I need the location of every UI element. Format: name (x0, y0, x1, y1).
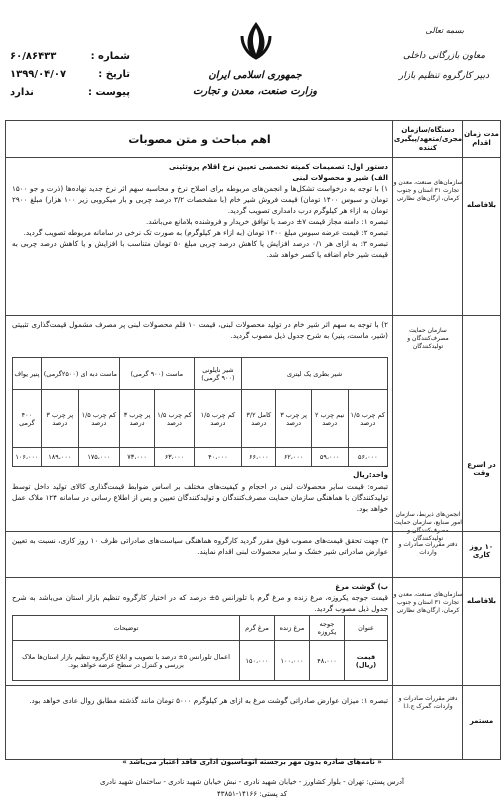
letter-header (0, 8, 504, 120)
letter-attachment: ندارد (10, 87, 34, 98)
sender-title (394, 46, 494, 86)
group-cell: شیر نایلونی (۹۰۰ گرمی) (194, 358, 241, 390)
item-cell: پر چرب ۳ درصد (119, 390, 154, 448)
s3-para: ۳) جهت تحقق قیمت‌های مصوب فوق مقرر گردید کارگروه هماهنگی سیاست‌های صادراتی ظرف ۱۰ روز کاری، نسبت به تعیین عوارض صادراتی شیر خشک و سایر محصولات لبنی اقدام نمایند. (12, 536, 388, 556)
table-header (6, 121, 500, 158)
s3-org: دفتر مقررات صادرات و واردات (398, 541, 458, 556)
item-cell: کم چرب ۱/۵ درصد (78, 390, 119, 448)
header-cell: مرغ گرم (240, 616, 275, 641)
date-label: تاریخ : (98, 69, 130, 80)
letter-meta (10, 48, 130, 102)
header-main: اهم مباحث و متن مصوبات (128, 132, 271, 146)
s2-note: تبصره: قیمت سایر محصولات لبنی در احجام و کیفیت‌های مختلف بر اساس ضوابط قیمت‌گذاری کالای تولید داخل توسط تولیدکنندگان با هماهنگی سازمان حمایت مصرف‌کنندگان و تولیدکنندگان تعیین و پس از اطلاع رسانی در سامانه ۱۲۴ ملاک عمل خواهد بود. (12, 482, 388, 513)
s1-note-1: تبصره ۱: دامنه مجاز قیمت ۷± درصد با توافق خریدار و فروشنده بلامانع می‌باشد. (146, 217, 388, 226)
price-cell: ۴۸،۰۰۰ (310, 641, 345, 681)
ministry-title (180, 68, 330, 100)
price-cell: ۵۶،۰۰۰ (348, 448, 387, 467)
s1-org: سازمان‌های صنعت، معدن و تجارت ۳۱ استان و جنوب کرمان، ارگان‌های نظارتی (393, 179, 463, 202)
table-row (13, 448, 388, 467)
price-cell: ۵۹،۰۰۰ (311, 448, 348, 467)
price-cell: ۷۳،۰۰۰ (119, 448, 154, 467)
header-cell: جوجه یکروزه (310, 616, 345, 641)
s4-body (12, 581, 388, 614)
s2-time: در اسرع وقت (467, 461, 496, 477)
s1-note-2: تبصره ۲: قیمت عرضه سبوس مبلغ ۱۴۰۰ تومان (به ازاء هر کیلوگرم) به صورت تک نرخی در سامانه مربوطه تصویب گردید. (23, 228, 388, 237)
col-divider-time (462, 121, 500, 759)
s3-time: ۱۰ روز کاری (469, 543, 494, 559)
price-cell: ۱۷۵،۰۰۰ (78, 448, 119, 467)
letter-number: ۶۰/۸۶۴۳۳ (10, 51, 57, 62)
s1-para: ۱) با توجه به درخواست تشکل‌ها و انجمن‌های مربوطه برای اصلاح نرخ و محاسبه سهم اثر نرخ جدید نهاده‌ها (ذرت و جو ۱۵۰۰ تومان و سبوس ۱۴۰۰ تومان) قیمت فروش شیر خام (با مشخصات ۳/۲ درصد چربی و بار میکروبی زیر ۱۰۰ هزار) مبلغ ۲۹۰۰ تومان به ازاء هر کیلوگرم درب دامداری تصویب گردید. (12, 184, 388, 215)
group-cell: ماست (۹۰۰ گرمی) (119, 358, 194, 390)
item-cell: ۴۰۰ گرمی (13, 390, 42, 448)
s4-org: سازمان‌های صنعت، معدن و تجارت ۳۱ استان و جنوب کرمان، ارگان‌های نظارتی (393, 591, 463, 614)
table-row (13, 616, 388, 641)
item-cell: پر چرب ۳ درصد (276, 390, 311, 448)
section-divider (6, 315, 500, 316)
chicken-price-table (12, 615, 388, 681)
item-cell: پر چرب ۳ درصد (41, 390, 78, 448)
sender-line-2: دبیر کارگروه تنظیم بازار (398, 71, 490, 81)
table-row (13, 390, 388, 448)
s4-title: ب) گوشت مرغ (335, 582, 388, 591)
unit-label: واحد:ریال (353, 470, 388, 479)
section-divider (6, 577, 500, 578)
validity-note: « نامه‌های صادره بدون مهر برجسته اتوماسیون اداری فاقد اعتبار می‌باشد » (122, 758, 382, 766)
price-cell: ۱۵۰،۰۰۰ (240, 641, 275, 681)
header-cell: توضیحات (13, 616, 240, 641)
group-cell: پنیر یواف (13, 358, 42, 390)
s2-para: ۲) با توجه به سهم اثر شیر خام در تولید محصولات لبنی، قیمت ۱۰ قلم محصولات لبنی پر مصرف مشمول قیمت‌گذاری تثبیتی (شیر، ماست، پنیر) به شرح جدول ذیل مصوب گردید. (12, 320, 388, 340)
desc-cell: اعمال تلورانس ۵± درصد با تصویب و ابلاغ کارگروه تنظیم بازار استان‌ها ملاک بررسی و کنترل در سطح عرضه خواهد بود. (13, 641, 240, 681)
number-label: شماره : (90, 51, 130, 62)
ministry-line-1: جمهوری اسلامی ایران (208, 70, 302, 81)
price-cell: ۴۰،۰۰۰ (194, 448, 241, 467)
iran-emblem-icon (236, 18, 276, 62)
section-divider (6, 531, 500, 532)
s1-body (12, 161, 388, 260)
postal-code: کد پستی: ۱۴۱۶۶-۴۳۸۵۱ (216, 790, 288, 798)
price-cell: ۱۰۰،۰۰۰ (275, 641, 310, 681)
item-cell: کم چرب ۱/۵ درصد (155, 390, 194, 448)
resolutions-table (5, 120, 501, 760)
bismillah: بسمه تعالی (425, 26, 464, 35)
s2-org-2: انجمن‌های ذیربط، سازمان امور صنایع، سازمان حمایت مصرف‌کنندگان و تولیدکنندگان (394, 511, 462, 542)
letter-date: ۱۳۹۹/۰۴/۰۷ (10, 69, 67, 80)
price-cell: ۱۰۶،۰۰۰ (13, 448, 42, 467)
s1-note-3: تبصره ۳: به ازای هر ۰/۱ درصد افزایش یا کاهش درصد چربی مبلغ ۵۰ تومان متناسب با افزایش و یا کاهش درصد چربی به قیمت شیر خام اضافه یا کسر خواهد شد. (12, 239, 388, 259)
group-cell: شیر بطری یک لیتری (242, 358, 388, 390)
ministry-line-2: وزارت صنعت، معدن و تجارت (192, 86, 318, 97)
s5-time: مستمر (469, 717, 494, 725)
header-org: دستگاه/سازمان مجری/متعهد/پیگیری کننده (393, 125, 463, 152)
s5-para: تبصره ۱: میزان عوارض صادراتی گوشت مرغ به ازای هر کیلوگرم ۵۰۰۰ تومان مانند گذشته مطابق روال عادی خواهد بود. (29, 696, 388, 705)
s4-para: قیمت جوجه یکروزه، مرغ زنده و مرغ گرم با تلورانس ۵± درصد که در اختیار کارگروه تنظیم بازار استان می‌باشد به شرح جدول ذیل مصوب گردید. (12, 593, 388, 613)
s1-time: بلافاصله (466, 201, 497, 209)
header-cell: مرغ زنده (275, 616, 310, 641)
attach-label: پیوست : (87, 87, 130, 98)
postal-address: آدرس پستی: تهران - بلوار کشاورز - خیابان شهید نادری - نبش خیابان شهید نادری - ساختمان شهید نادری (100, 778, 404, 786)
address-block (5, 776, 499, 800)
item-cell: کم چرب ۱/۵ درصد (348, 390, 387, 448)
s4-time: بلافاصله (466, 597, 497, 605)
table-row (13, 641, 388, 681)
header-cell: عنوان (345, 616, 388, 641)
price-cell: ۱۸۹،۰۰۰ (41, 448, 78, 467)
price-cell: ۶۶،۰۰۰ (242, 448, 276, 467)
s5-org: دفتر مقررات صادرات و واردات، گمرک ج.ا.ا (398, 695, 458, 710)
price-cell: ۶۳،۰۰۰ (155, 448, 194, 467)
row-label-cell: قیمت (ریال) (345, 641, 388, 681)
col-divider-org (392, 121, 463, 759)
dairy-price-table (12, 357, 388, 467)
item-cell: کم چرب ۱/۵ درصد (194, 390, 241, 448)
group-cell: ماست دبه ای (۲۵۰۰گرمی) (41, 358, 119, 390)
item-cell: کامل ۳/۲ درصد (242, 390, 276, 448)
s2-org: سازمان حمایت مصرف‌کنندگان و تولیدکنندگان (407, 327, 449, 350)
s1-subtitle: الف) شیر و محصولات لبنی (292, 173, 388, 182)
sender-line-1: معاون بازرگانی داخلی (402, 51, 486, 61)
table-row (13, 358, 388, 390)
price-cell: ۶۲،۰۰۰ (276, 448, 311, 467)
section-divider (6, 685, 500, 686)
item-cell: نیم چرب ۲ درصد (311, 390, 348, 448)
s1-title: دستور اول: تصمیمات کمیته تخصصی تعیین نرخ اقلام پروتئینی (169, 162, 388, 171)
header-time: مدت زمان اقدام (464, 130, 499, 147)
